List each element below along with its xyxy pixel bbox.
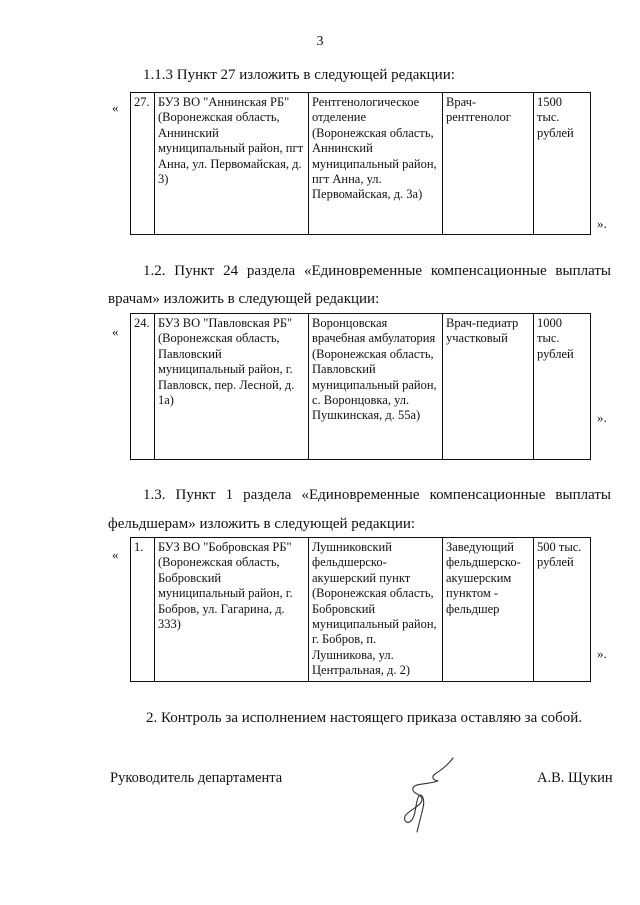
table-row [131,93,591,235]
amount-cell: 500 тыс. рублей [534,538,591,682]
item-number: 27. [131,93,155,235]
section-2-text: 2. Контроль за исполнением настоящего приказа оставляю за собой. [146,710,583,726]
table-row [131,314,591,460]
institution-cell: БУЗ ВО "Бобровская РБ" (Воронежская область, Бобровский муниципальный район, г. Бобров, ул. Гагарина, д. 333) [155,538,309,682]
institution-cell: БУЗ ВО "Павловская РБ" (Воронежская область, Павловский муниципальный район, г. Павловск, пер. Лесной, д. 1а) [155,314,309,460]
position-cell: Заведующий фельдшерско-акушерским пунктом - фельдшер [443,538,534,682]
signatory-name: А.В. Щукин [537,770,613,786]
amendment-table-1-3 [130,537,591,682]
handwritten-signature [395,752,465,834]
close-quote: ». [597,216,607,231]
department-cell: Рентгенологическое отделение (Воронежская область, Аннинский муниципальный район, пгт Анна, ул. Первомайская, д. 3а) [309,93,443,235]
open-quote: « [112,100,119,115]
section-1-2-line2: врачам» изложить в следующей редакции: [108,291,380,307]
amendment-table-1-1-3 [130,92,591,235]
amendment-table-1-2 [130,313,591,460]
item-number: 1. [131,538,155,682]
close-quote: ». [597,646,607,661]
section-1-1-3-heading: 1.1.3 Пункт 27 изложить в следующей редакции: [143,67,455,83]
section-1-2-line1: 1.2. Пункт 24 раздела «Единовременные компенсационные выплаты [143,263,611,279]
page-number: 3 [316,34,324,49]
table-row [131,538,591,682]
signatory-title: Руководитель департамента [110,770,283,786]
section-1-3-line1: 1.3. Пункт 1 раздела «Единовременные компенсационные выплаты [143,487,611,503]
position-cell: Врач-педиатр участковый [443,314,534,460]
department-cell: Лушниковский фельдшерско-акушерский пункт (Воронежская область, Бобровский муниципальный район, г. Бобров, п. Лушникова, ул. Центральная, д. 2) [309,538,443,682]
amount-cell: 1500 тыс. рублей [534,93,591,235]
institution-cell: БУЗ ВО "Аннинская РБ" (Воронежская область, Аннинский муниципальный район, пгт Анна, ул. Первомайская, д. 3) [155,93,309,235]
open-quote: « [112,547,119,562]
department-cell: Воронцовская врачебная амбулатория (Воронежская область, Павловский муниципальный район, с. Воронцовка, ул. Пушкинская, д. 55а) [309,314,443,460]
position-cell: Врач-рентгенолог [443,93,534,235]
open-quote: « [112,324,119,339]
section-1-3-line2: фельдшерам» изложить в следующей редакции: [108,516,416,532]
amount-cell: 1000 тыс. рублей [534,314,591,460]
item-number: 24. [131,314,155,460]
close-quote: ». [597,410,607,425]
